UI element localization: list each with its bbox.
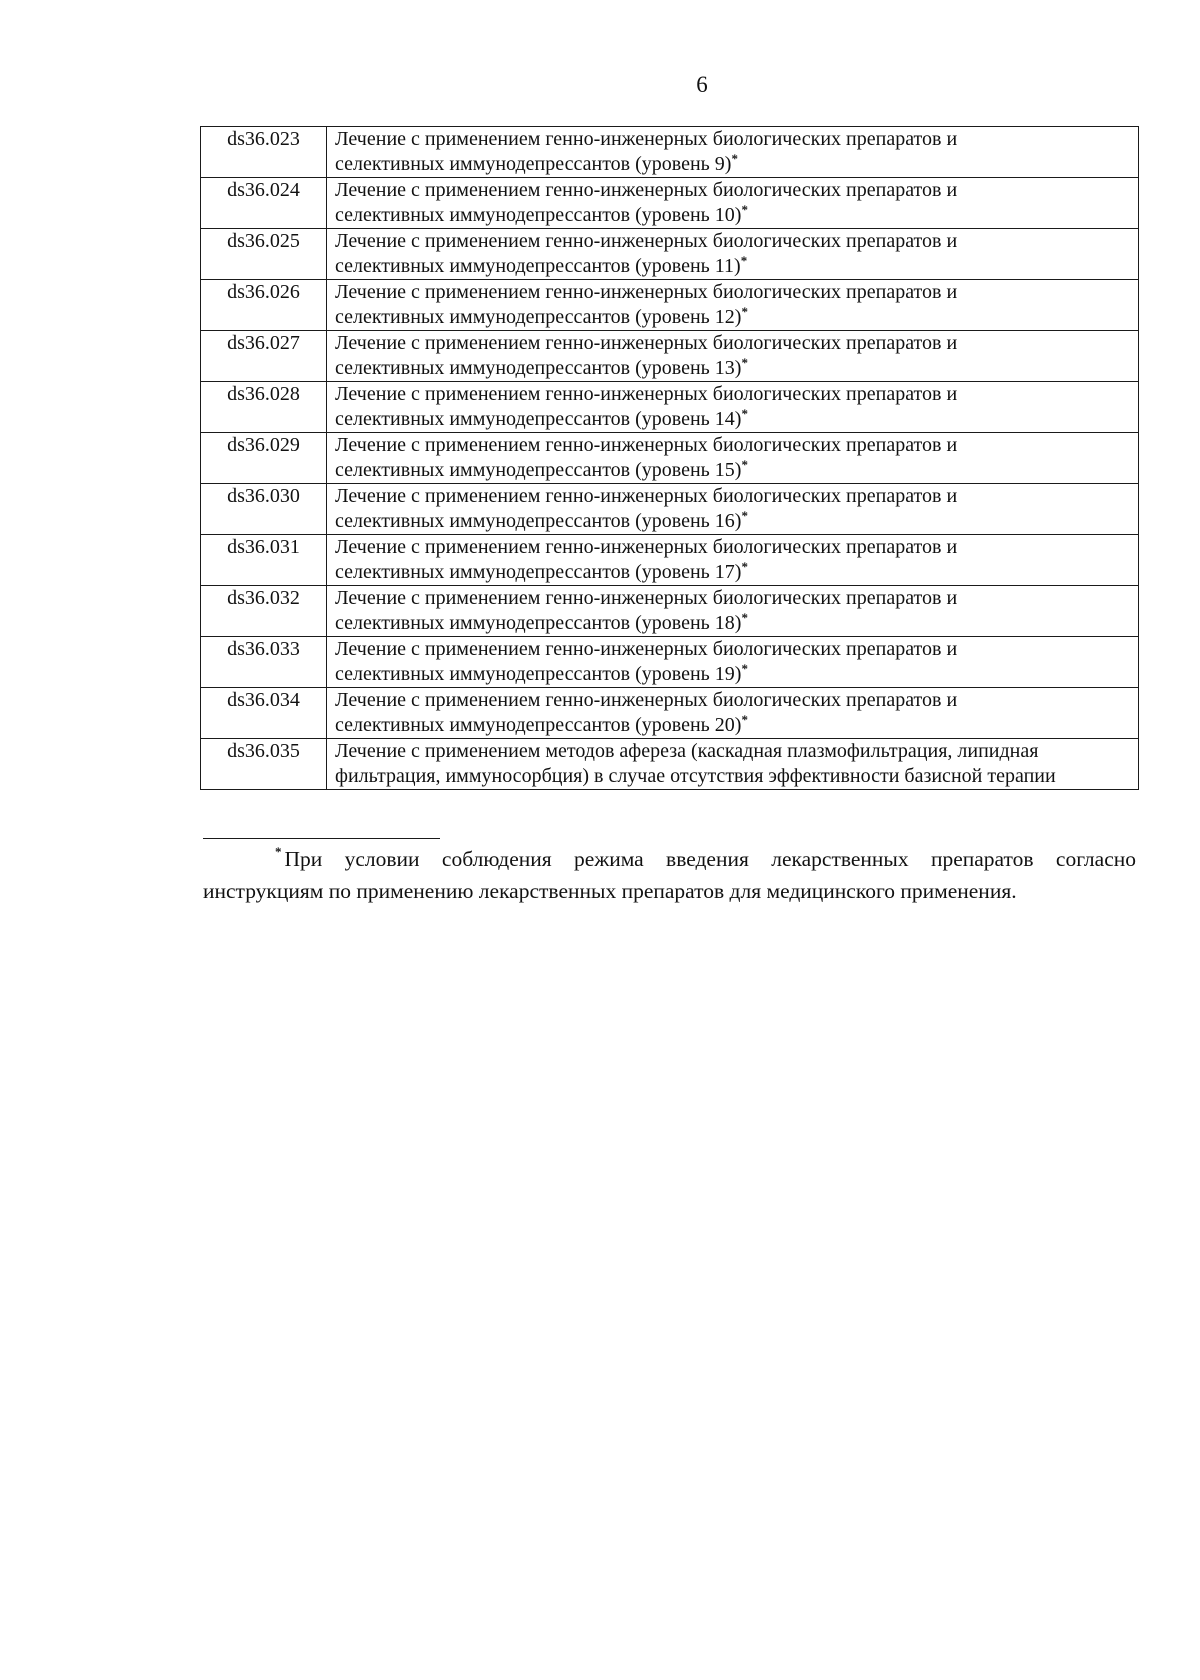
footnote-reference-mark: * xyxy=(731,151,738,166)
table-row xyxy=(201,739,1139,790)
footnote-reference-mark: * xyxy=(741,661,748,676)
footnote-reference-mark: * xyxy=(741,559,748,574)
table-row xyxy=(201,637,1139,688)
description-line-2 xyxy=(335,305,1134,330)
description-line-2-text: селективных иммунодепрессантов (уровень 14) xyxy=(335,408,742,430)
procedure-description xyxy=(327,739,1139,790)
table-row xyxy=(201,484,1139,535)
procedure-code: ds36.029 xyxy=(201,433,327,484)
table-row xyxy=(201,280,1139,331)
footnote-reference-mark: * xyxy=(741,304,748,319)
table-row xyxy=(201,535,1139,586)
procedure-description xyxy=(327,433,1139,484)
description-line-1: Лечение с применением генно-инженерных биологических препаратов и xyxy=(335,689,958,711)
table-row xyxy=(201,586,1139,637)
procedure-description xyxy=(327,637,1139,688)
description-line-2 xyxy=(335,713,1134,738)
description-line-2-text: селективных иммунодепрессантов (уровень 11) xyxy=(335,255,741,277)
description-line-2-text: селективных иммунодепрессантов (уровень 9) xyxy=(335,153,732,175)
description-line-2-text: селективных иммунодепрессантов (уровень 20) xyxy=(335,714,742,736)
footnote-reference-mark: * xyxy=(741,712,748,727)
description-line-2 xyxy=(335,356,1134,381)
procedure-code: ds36.031 xyxy=(201,535,327,586)
description-line-2-text: селективных иммунодепрессантов (уровень 18) xyxy=(335,612,742,634)
footnote-reference-mark: * xyxy=(740,253,748,268)
description-line-1: Лечение с применением генно-инженерных биологических препаратов и xyxy=(335,587,958,609)
description-line-2-text: селективных иммунодепрессантов (уровень 12) xyxy=(335,306,742,328)
description-line-2-text: фильтрация, иммуносорбция) в случае отсутствия эффективности базисной терапии xyxy=(335,765,1056,787)
description-line-2-text: селективных иммунодепрессантов (уровень 15) xyxy=(335,459,742,481)
procedure-description xyxy=(327,127,1139,178)
footnote xyxy=(203,843,1136,907)
table-row xyxy=(201,178,1139,229)
footnote-reference-mark: * xyxy=(741,610,748,625)
footnote-reference-mark: * xyxy=(741,457,748,472)
procedure-description xyxy=(327,586,1139,637)
description-line-2 xyxy=(335,458,1134,483)
table-row xyxy=(201,688,1139,739)
page-number: 6 xyxy=(696,72,708,97)
procedure-code: ds36.027 xyxy=(201,331,327,382)
table-row xyxy=(201,229,1139,280)
procedure-description xyxy=(327,535,1139,586)
description-line-1: Лечение с применением генно-инженерных биологических препаратов и xyxy=(335,281,958,303)
description-line-2 xyxy=(335,407,1134,432)
procedure-description xyxy=(327,229,1139,280)
procedure-description xyxy=(327,331,1139,382)
procedure-code: ds36.025 xyxy=(201,229,327,280)
table-row xyxy=(201,331,1139,382)
procedure-description xyxy=(327,382,1139,433)
procedure-code: ds36.033 xyxy=(201,637,327,688)
description-line-1: Лечение с применением генно-инженерных биологических препаратов и xyxy=(335,434,958,456)
procedure-codes-table xyxy=(200,126,1139,790)
description-line-2 xyxy=(335,764,1134,789)
description-line-1: Лечение с применением генно-инженерных биологических препаратов и xyxy=(335,638,958,660)
table-row xyxy=(201,127,1139,178)
description-line-1: Лечение с применением генно-инженерных биологических препаратов и xyxy=(335,128,958,150)
description-line-2 xyxy=(335,509,1134,534)
description-line-1: Лечение с применением генно-инженерных биологических препаратов и xyxy=(335,536,958,558)
description-line-2 xyxy=(335,662,1134,687)
description-line-1: Лечение с применением генно-инженерных биологических препаратов и xyxy=(335,230,958,252)
description-line-1: Лечение с применением генно-инженерных биологических препаратов и xyxy=(335,485,958,507)
procedure-description xyxy=(327,280,1139,331)
description-line-2 xyxy=(335,203,1134,228)
description-line-2-text: селективных иммунодепрессантов (уровень 19) xyxy=(335,663,742,685)
description-line-2 xyxy=(335,152,1134,177)
procedure-code: ds36.030 xyxy=(201,484,327,535)
description-line-1: Лечение с применением генно-инженерных биологических препаратов и xyxy=(335,383,958,405)
procedure-description xyxy=(327,484,1139,535)
procedure-description xyxy=(327,178,1139,229)
procedure-code: ds36.026 xyxy=(201,280,327,331)
procedure-code: ds36.024 xyxy=(201,178,327,229)
description-line-2-text: селективных иммунодепрессантов (уровень 16) xyxy=(335,510,742,532)
procedure-code: ds36.034 xyxy=(201,688,327,739)
procedure-code: ds36.023 xyxy=(201,127,327,178)
procedure-code: ds36.035 xyxy=(201,739,327,790)
description-line-2-text: селективных иммунодепрессантов (уровень 10) xyxy=(335,204,742,226)
procedure-code: ds36.028 xyxy=(201,382,327,433)
description-line-2-text: селективных иммунодепрессантов (уровень 13) xyxy=(335,357,742,379)
footnote-text-1: При условии соблюдения режима введения лекарственных препаратов согласно xyxy=(284,847,1136,871)
description-line-1: Лечение с применением генно-инженерных биологических препаратов и xyxy=(335,332,958,354)
footnote-reference-mark: * xyxy=(741,202,748,217)
footnote-reference-mark: * xyxy=(741,355,748,370)
footnote-reference-mark: * xyxy=(741,406,748,421)
description-line-2 xyxy=(335,560,1134,585)
table-row xyxy=(201,382,1139,433)
description-line-2-text: селективных иммунодепрессантов (уровень 17) xyxy=(335,561,742,583)
footnote-marker: * xyxy=(275,844,282,859)
footnote-separator xyxy=(203,838,440,839)
footnote-line-2: инструкциям по применению лекарственных препаратов для медицинского применения. xyxy=(203,879,1017,903)
footnote-line-1 xyxy=(203,843,1136,875)
description-line-1: Лечение с применением методов афереза (каскадная плазмофильтрация, липидная xyxy=(335,740,1039,762)
table-row xyxy=(201,433,1139,484)
description-line-2 xyxy=(335,254,1134,279)
table-body xyxy=(201,127,1139,790)
footnote-reference-mark: * xyxy=(741,508,748,523)
procedure-description xyxy=(327,688,1139,739)
procedure-code: ds36.032 xyxy=(201,586,327,637)
description-line-1: Лечение с применением генно-инженерных биологических препаратов и xyxy=(335,179,958,201)
description-line-2 xyxy=(335,611,1134,636)
